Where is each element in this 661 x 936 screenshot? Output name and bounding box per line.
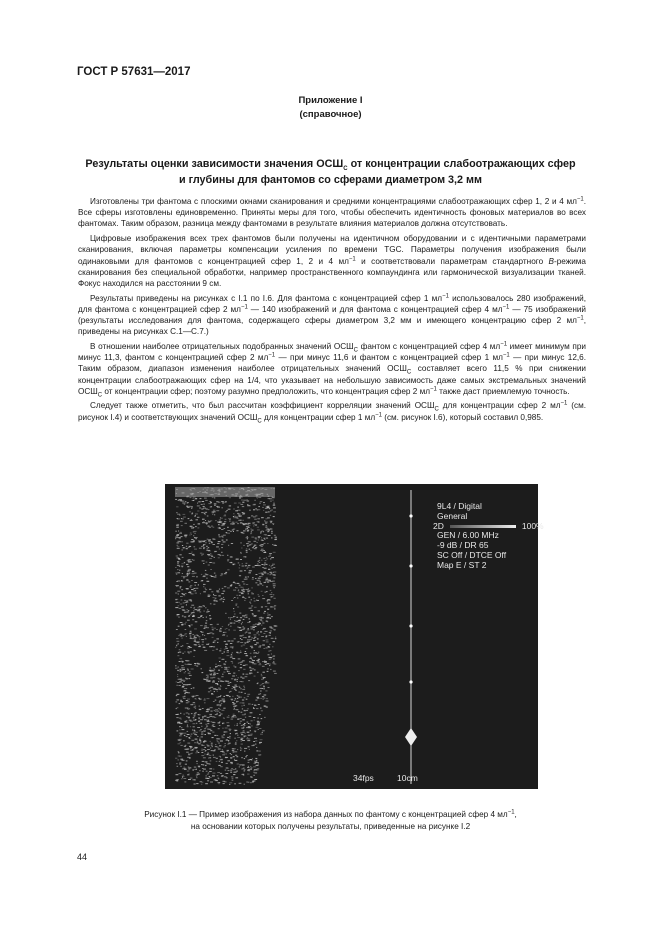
depth-tick-dot	[409, 564, 412, 567]
info-line-dynamic-range: -9 dB / DR 65	[437, 540, 489, 551]
annex-title: Приложение I	[298, 95, 363, 106]
body-text	[78, 196, 586, 426]
heading-line-2: и глубины для фантомов со сферами диаметром 3,2 мм	[178, 174, 483, 186]
gain-percent: 100%	[521, 520, 544, 531]
figure-caption	[70, 809, 591, 833]
depth-tick-dot	[409, 514, 412, 517]
depth-label: 10cm	[397, 773, 418, 783]
paragraph-5: Следует также отметить, что был рассчитан коэффициент корреляции значений $ОСШ_С$ для концентрации сфер 2 $мл^{-1}$ (см. рисунок I.4) и соответствующих значений $ОСШ_С$ для концентрации сфер 1 $мл^{-1}$ (см. рисунок I.6), который составил 0,985.	[78, 400, 587, 425]
paragraph-4: В отношении наиболее отрицательных подобранных значений $ОСШ_С$ фантом с концентрацией сфер 4 $мл^{-1}$ имеет минимум при минус 11,3, фантом с концентрацией сфер 2 $мл^{-1}$ — при минус 11,6 и фантом с концентрацией сфер 1 $мл^{-1}$ — при минус 12,6. Таким образом, диапазон изменения наиболее отрицательных значений $ОСШ_С$ составляет всего 11,5 % при снижении концентрации слабоотражающих сфер на 1/4, что указывает на небольшую зависимость даже самых экстремальных значений $ОСШ_С$ от концентрации сфер; поэтому разумно предположить, что концентрация сфер 2 $мл^{-1}$ также даст приемлемую точность.	[78, 341, 587, 399]
section-heading	[70, 156, 591, 188]
depth-tick-dot	[409, 624, 412, 627]
paragraph-2: Цифровые изображения всех трех фантомов были получены на идентичном оборудовании и с идентичными параметрами сканирования, включая параметры компенсации усиления по времени TGC. Параметры получения изображения были одинаковыми для фантомов с концентрацией сфер 1, 2 и 4 $мл^{-1}$ и соответствовали параметрам стандартного B-режима сканирования без специальной обработки, например пространственного компаундинга или гармонической визуализации тканей. Фокус находился на расстоянии 9 см.	[78, 234, 586, 288]
info-line-preset: General	[437, 510, 468, 521]
paragraph-1: Изготовлены три фантома с плоскими окнами сканирования и средними концентрациями слабоотражающих сфер 1, 2 и 4 $мл^{-1}$. Все сферы изготовлены единовременно. Приняты меры для того, чтобы обеспечить идентичность фоновых материалов во всех фантомах. Таким образом, разница между фантомами в результате влияния материалов должна отсутствовать.	[78, 196, 586, 229]
info-line-frequency: GEN / 6.00 MHz	[437, 530, 499, 541]
depth-tick-dot	[409, 680, 412, 683]
heading-line-1: Результаты оценки зависимости значения $ОСШ_С$ от концентрации слабоотражающих сфер	[85, 158, 576, 173]
ultrasound-image	[165, 484, 544, 789]
scanner-info-panel	[433, 501, 544, 571]
info-line-map: Map E / ST 2	[437, 559, 487, 570]
gain-bar	[450, 525, 516, 528]
document-header: ГОСТ Р 57631—2017	[77, 66, 191, 78]
info-line-mode: 2D 100%	[433, 520, 544, 531]
focus-marker	[405, 728, 417, 746]
info-line-probe: 9L4 / Digital	[437, 501, 482, 511]
annex-subtitle: (справочное)	[299, 109, 362, 120]
caption-line-2: на основании которых получены результаты, приведенные на рисунке I.2	[190, 822, 471, 831]
page-number: 44	[77, 852, 88, 862]
info-line-compounding: SC Off / DTCE Off	[437, 549, 507, 560]
annex-label	[0, 94, 661, 122]
caption-line-1: Рисунок I.1 — Пример изображения из набора данных по фантому с концентрацией сфер 4 $мл^{-1}$,	[144, 809, 517, 819]
paragraph-3: Результаты приведены на рисунках с I.1 по I.6. Для фантома с концентрацией сфер 1 $мл^{-1}$ использовалось 280 изображений, для фантома с концентрацией сфер 2 $мл^{-1}$ — 140 изображений и для фантома с концентрацией сфер 4 $мл^{-1}$ — 75 изображений (результаты исследования для фантома, содержащего сферы диаметром 3,2 мм и имеющего концентрацию сфер 2 $мл^{-1}$, приведены на рисунках С.1—С.7.)	[78, 292, 586, 337]
frame-rate-label: 34fps	[353, 773, 374, 783]
